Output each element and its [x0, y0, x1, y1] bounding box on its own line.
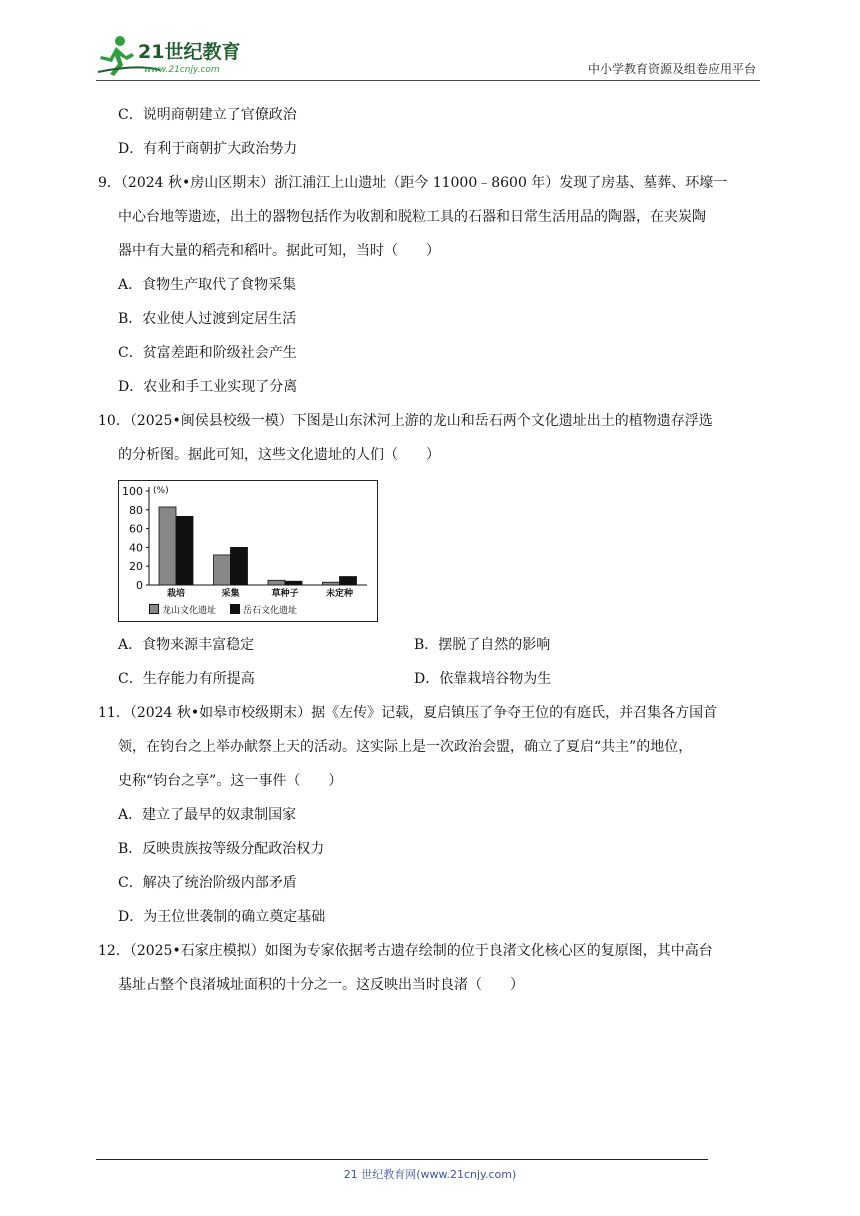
logo-title: 21世纪教育 [138, 41, 241, 63]
x-tick-label: 草种子 [271, 589, 299, 599]
question-content [98, 98, 768, 1002]
logo-url: www.21cnjy.com [144, 65, 220, 75]
q10-options-row1 [98, 628, 768, 662]
legend-label-longshan: 龙山文化遗址 [162, 606, 217, 616]
y-tick-label: 60 [129, 522, 143, 536]
q8-option-c: C．说明商朝建立了官僚政治 [118, 107, 297, 123]
q11-stem-line2: 领，在钧台之上举办献祭上天的活动。这实际上是一次政治会盟，确立了夏启“共主”的地位， [118, 739, 693, 755]
q9-option-c: C．贫富差距和阶级社会产生 [118, 345, 297, 361]
bar-2-1 [285, 581, 302, 585]
q11-stem-line3: 史称“钧台之享”。这一事件（ ） [118, 773, 343, 789]
x-tick-label: 采集 [221, 589, 240, 599]
y-axis-unit-label: (%) [153, 486, 169, 496]
site-logo [96, 34, 256, 78]
x-tick-label: 栽培 [166, 589, 186, 599]
q8-option-d: D．有利于商朝扩大政治势力 [118, 141, 298, 157]
q10-stem-line1: 10．（2025•闽侯县校级一模）下图是山东沭河上游的龙山和岳石两个文化遗址出土的植物遗存浮选 [98, 413, 713, 429]
y-tick-label: 100 [122, 485, 143, 498]
x-tick-label: 未定种 [325, 589, 354, 599]
y-tick-label: 20 [129, 560, 143, 574]
bar-1-0 [214, 555, 231, 585]
legend-item-longshan [149, 604, 216, 617]
y-tick-label: 40 [129, 541, 143, 555]
plant-remains-bar-chart [118, 480, 378, 622]
bar-3-1 [340, 577, 357, 585]
legend-item-yueshi [230, 604, 297, 617]
q11-option-b: B．反映贵族按等级分配政治权力 [118, 841, 325, 857]
footer-text[interactable]: 21 世纪教育网(www.21cnjy.com) [343, 1168, 517, 1181]
header-platform-text: 中小学教育资源及组卷应用平台 [587, 62, 756, 76]
q9-stem-line2: 中心台地等遗迹，出土的器物包括作为收割和脱粒工具的石器和日常生活用品的陶器，在夹炭陶 [118, 209, 706, 225]
q9-stem-line1: 9．（2024 秋•房山区期末）浙江浦江上山遗址（距今 11000﹣8600 年）发现了房基、墓葬、环壕一 [98, 175, 728, 191]
legend-label-yueshi: 岳石文化遗址 [243, 606, 298, 616]
page-header [96, 30, 760, 81]
q9-option-a: A．食物生产取代了食物采集 [118, 277, 297, 293]
bar-0-0 [159, 507, 176, 585]
q11-option-d: D．为王位世袭制的确立奠定基础 [118, 909, 326, 925]
q9-stem-line3: 器中有大量的稻壳和稻叶。据此可知，当时（ ） [118, 243, 440, 259]
runner-logo-icon [96, 34, 256, 78]
q12-stem-line2: 基址占整个良渚城址面积的十分之一。这反映出当时良渚（ ） [118, 977, 524, 993]
q11-stem-line1: 11．（2024 秋•如皋市校级期末）据《左传》记载，夏启镇压了争夺王位的有庭氏，并召集各方国首 [98, 705, 718, 721]
q11-option-c: C．解决了统治阶级内部矛盾 [118, 875, 297, 891]
bar-2-0 [268, 580, 285, 585]
q10-option-c: C．生存能力有所提高 [118, 671, 255, 687]
q10-option-d: D．依靠栽培谷物为生 [414, 671, 552, 687]
bar-chart-svg [119, 481, 377, 621]
y-tick-label: 80 [129, 503, 143, 517]
chart-legend [149, 604, 297, 617]
q11-option-a: A．建立了最早的奴隶制国家 [118, 807, 297, 823]
q10-option-a: A．食物来源丰富稳定 [118, 637, 255, 653]
q10-stem-line2: 的分析图。据此可知，这些文化遗址的人们（ ） [118, 447, 440, 463]
footer-divider [96, 1159, 708, 1160]
q9-option-d: D．农业和手工业实现了分离 [118, 379, 298, 395]
bar-0-1 [176, 516, 193, 585]
bar-1-1 [231, 547, 248, 585]
bar-3-0 [323, 582, 340, 585]
legend-swatch-black [230, 604, 240, 614]
q12-stem-line1: 12．（2025•石家庄模拟）如图为专家依据考古遗存绘制的位于良渚文化核心区的复原图，其中高台 [98, 943, 713, 959]
y-tick-label: 0 [136, 579, 143, 592]
q10-options-row2 [98, 662, 768, 696]
q10-option-b: B．摆脱了自然的影响 [414, 637, 551, 653]
q9-option-b: B．农业使人过渡到定居生活 [118, 311, 297, 327]
legend-swatch-gray [149, 604, 159, 614]
